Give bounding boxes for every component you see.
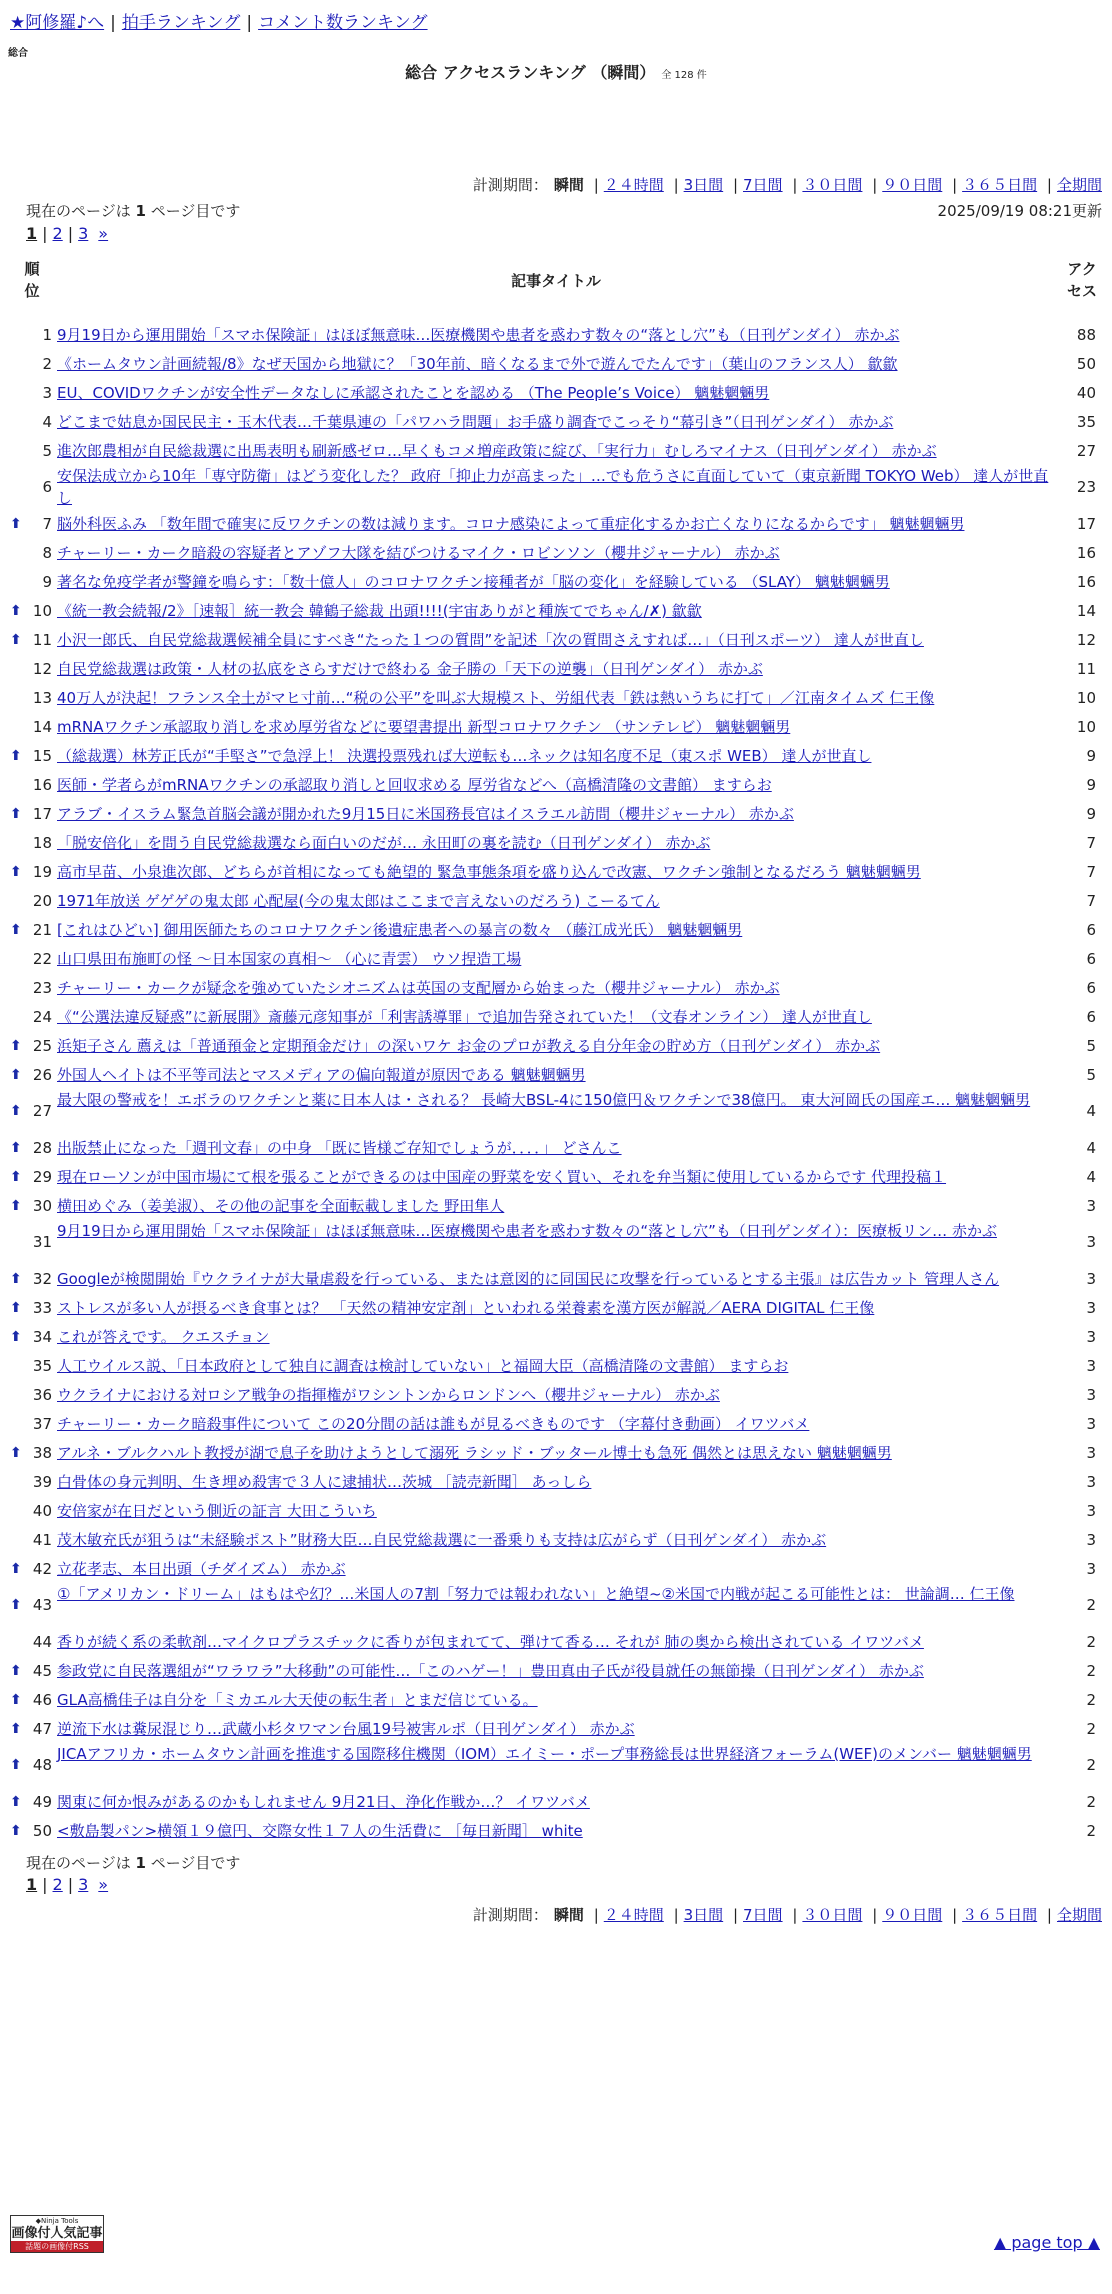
article-title-link[interactable]: 進次郎農相が自民総裁選に出馬表明も刷新感ゼロ…早くもコメ増産政策に綻び、「実行力」むしろマイナス（日刊ゲンダイ） 赤かぶ bbox=[57, 441, 937, 460]
access-count: 23 bbox=[1076, 478, 1096, 496]
up-arrow-icon: ⬆ bbox=[10, 1720, 22, 1737]
up-arrow-icon: ⬆ bbox=[10, 1066, 22, 1083]
article-title-link[interactable]: 山口県田布施町の怪 ～日本国家の真相～ （心に青雲） ウソ捏造工場 bbox=[57, 949, 522, 968]
period-link-all[interactable]: 全期間 bbox=[1056, 176, 1102, 194]
article-title-link[interactable]: 立花孝志、本日出頭（チダイズム） 赤かぶ bbox=[57, 1559, 346, 1578]
table-row bbox=[0, 1293, 1112, 1322]
access-count: 9 bbox=[1086, 804, 1096, 823]
article-title-link[interactable]: GLA高橋佳子は自分を「ミカエル大天使の転生者」とまだ信じている。 bbox=[57, 1690, 538, 1709]
table-row bbox=[0, 1002, 1112, 1031]
pager-top: 1 | 2 | 3 » bbox=[26, 224, 109, 243]
table-row bbox=[0, 1583, 1112, 1627]
access-count: 10 bbox=[1076, 717, 1096, 736]
article-title-link[interactable]: アラブ・イスラム緊急首脳会議が開かれた9月15日に米国務長官はイスラエル訪問（櫻井ジャーナル） 赤かぶ bbox=[57, 804, 794, 823]
rank-number: 42 bbox=[32, 1559, 52, 1578]
up-arrow-icon: ⬆ bbox=[10, 747, 22, 764]
rank-number: 38 bbox=[32, 1443, 52, 1462]
article-title-link[interactable]: 横田めぐみ（姜美淑）、その他の記事を全面転載しました 野田隼人 bbox=[57, 1196, 505, 1215]
table-row bbox=[0, 436, 1112, 465]
article-title-link[interactable]: これが答えです。 クエスチョン bbox=[57, 1327, 270, 1346]
access-count: 16 bbox=[1076, 543, 1096, 562]
rank-number: 14 bbox=[32, 717, 52, 736]
access-count: 3 bbox=[1086, 1298, 1096, 1317]
table-row bbox=[0, 857, 1112, 886]
article-title-link[interactable]: （総裁選）林芳正氏が“手堅さ”で急浮上！ 決選投票残れば大逆転も…ネックは知名度不足（東スポ WEB） 達人が世直し bbox=[57, 746, 872, 765]
table-row bbox=[0, 799, 1112, 828]
table-row bbox=[0, 378, 1112, 407]
period-link-24h[interactable]: ２４時間 bbox=[603, 176, 664, 194]
table-row bbox=[0, 1322, 1112, 1351]
rank-number: 22 bbox=[32, 949, 52, 968]
article-title-link[interactable]: 9月19日から運用開始「スマホ保険証」はほぼ無意味…医療機関や患者を惑わす数々の“落とし穴”も（日刊ゲンダイ）：医療板リン… 赤かぶ bbox=[57, 1222, 997, 1240]
up-arrow-icon: ⬆ bbox=[10, 1139, 22, 1156]
table-row bbox=[0, 1496, 1112, 1525]
table-row bbox=[0, 1060, 1112, 1089]
top-nav bbox=[10, 8, 428, 33]
period-selector-bottom: 計測期間： 瞬間 | ２４時間 | 3日間 | 7日間 | ３０日間 | ９０日間 | ３６５日間 | 全期間 bbox=[472, 1906, 1102, 1924]
access-count: 2 bbox=[1086, 1792, 1096, 1811]
access-count: 6 bbox=[1086, 949, 1096, 968]
up-arrow-icon: ⬆ bbox=[10, 1197, 22, 1214]
access-count: 6 bbox=[1086, 1007, 1096, 1026]
rank-number: 35 bbox=[32, 1356, 52, 1375]
rank-number: 20 bbox=[32, 891, 52, 910]
table-row bbox=[0, 1627, 1112, 1656]
article-title-link[interactable]: <敷島製パン>横領１９億円、交際女性１７人の生活費に ［毎日新聞］ white bbox=[57, 1821, 583, 1840]
pager-link-2[interactable]: 2 bbox=[52, 224, 63, 243]
article-title-link[interactable]: Googleが検閲開始『ウクライナが大量虐殺を行っている、または意図的に同国民に攻撃を行っているとする主張』は広告カット 管理人さん bbox=[57, 1269, 1000, 1288]
table-row bbox=[0, 349, 1112, 378]
article-title-link[interactable]: ①「アメリカン・ドリーム」はもはや幻？…米国人の7割「努力では報われない」と絶望~②米国で内戦が起こる可能性とは： 世論調… 仁王像 bbox=[57, 1585, 1015, 1603]
up-arrow-icon: ⬆ bbox=[10, 1299, 22, 1316]
access-count: 2 bbox=[1086, 1661, 1096, 1680]
pager-link-2[interactable]: 2 bbox=[52, 1875, 63, 1894]
table-row bbox=[0, 1031, 1112, 1060]
rank-number: 15 bbox=[32, 746, 52, 765]
article-title-link[interactable]: 「脱安倍化」を問う自民党総裁選なら面白いのだが… 永田町の裏を読む（日刊ゲンダイ） 赤かぶ bbox=[57, 833, 711, 852]
table-row bbox=[0, 683, 1112, 712]
table-row bbox=[0, 509, 1112, 538]
access-count: 7 bbox=[1086, 891, 1096, 910]
pager-link-3[interactable]: 3 bbox=[78, 224, 89, 243]
pager-next[interactable]: » bbox=[98, 1875, 109, 1894]
nav-separator: | bbox=[246, 13, 253, 33]
table-row bbox=[0, 1787, 1112, 1816]
access-count: 9 bbox=[1086, 746, 1096, 765]
table-row bbox=[0, 770, 1112, 799]
up-arrow-icon: ⬆ bbox=[10, 1270, 22, 1287]
article-title-link[interactable]: 自民党総裁選は政策・人材の払底をさらすだけで終わる 金子勝の「天下の逆襲」（日刊ゲンダイ） 赤かぶ bbox=[57, 659, 763, 678]
rank-number: 33 bbox=[32, 1298, 52, 1317]
article-title-link[interactable]: 安倍家が在日だという側近の証言 大田こういち bbox=[57, 1501, 377, 1520]
access-count: 6 bbox=[1086, 920, 1096, 939]
up-arrow-icon: ⬆ bbox=[10, 1757, 22, 1773]
rank-number: 7 bbox=[42, 514, 52, 533]
access-count: 4 bbox=[1086, 1102, 1096, 1120]
table-row bbox=[0, 1656, 1112, 1685]
article-title-link[interactable]: 1971年放送 ゲゲゲの鬼太郎 心配屋(今の鬼太郎はここまで言えないのだろう) こーるてん bbox=[57, 891, 660, 910]
rank-number: 31 bbox=[32, 1233, 52, 1251]
updated-timestamp: 2025/09/19 08:21更新 bbox=[937, 202, 1102, 220]
table-row bbox=[0, 1816, 1112, 1845]
rank-number: 26 bbox=[32, 1065, 52, 1084]
up-arrow-icon: ⬆ bbox=[10, 1103, 22, 1119]
period-label: 計測期間： bbox=[472, 1906, 548, 1924]
period-link-90d[interactable]: ９０日間 bbox=[882, 1906, 943, 1924]
article-title-link[interactable]: 《ホームタウン計画続報/8》なぜ天国から地獄に？「30年前、暗くなるまで外で遊んでたんです」（葉山のフランス人） 歙歙 bbox=[57, 354, 898, 373]
rank-number: 44 bbox=[32, 1632, 52, 1651]
table-row bbox=[0, 1409, 1112, 1438]
article-title-link[interactable]: 香りが続く系の柔軟剤…マイクロプラスチックに香りが包まれてて、弾けて香る… それが 肺の奥から検出されている イワツバメ bbox=[57, 1632, 924, 1651]
access-count: 16 bbox=[1076, 572, 1096, 591]
article-title-link[interactable]: 最大限の警戒を！エボラのワクチンと薬に日本人は・される？ 長崎大BSL-4に150億円＆ワクチンで38億円。 東大河岡氏の国産エ… 魑魅魍魎男 bbox=[57, 1091, 1031, 1109]
access-count: 4 bbox=[1086, 1167, 1096, 1186]
up-arrow-icon: ⬆ bbox=[10, 1168, 22, 1185]
rank-number: 13 bbox=[32, 688, 52, 707]
access-count: 35 bbox=[1076, 412, 1096, 431]
table-header bbox=[0, 258, 1112, 304]
period-label: 計測期間： bbox=[472, 176, 548, 194]
table-row bbox=[0, 1438, 1112, 1467]
pager-link-3[interactable]: 3 bbox=[78, 1875, 89, 1894]
access-count: 2 bbox=[1086, 1596, 1096, 1614]
article-title-link[interactable]: 人工ウイルス説、「日本政府として独自に調査は検討していない」と福岡大臣（高橋清隆の文書館） ますらお bbox=[57, 1356, 789, 1375]
access-count: 3 bbox=[1086, 1196, 1096, 1215]
article-title-link[interactable]: 小沢一郎氏、自民党総裁選候補全員にすべき“たった１つの質問”を記述「次の質問さえすれば…」（日刊スポーツ） 達人が世直し bbox=[57, 630, 924, 649]
access-count: 5 bbox=[1086, 1036, 1096, 1055]
table-row bbox=[0, 625, 1112, 654]
access-count: 11 bbox=[1076, 659, 1096, 678]
access-count: 4 bbox=[1086, 1138, 1096, 1157]
rank-number: 4 bbox=[42, 412, 52, 431]
table-row bbox=[0, 1220, 1112, 1264]
access-count: 5 bbox=[1086, 1065, 1096, 1084]
period-link-3d[interactable]: 3日間 bbox=[683, 176, 724, 194]
rank-number: 39 bbox=[32, 1472, 52, 1491]
period-link-all[interactable]: 全期間 bbox=[1056, 1906, 1102, 1924]
rank-number: 19 bbox=[32, 862, 52, 881]
nav-separator: | bbox=[110, 13, 116, 33]
table-row bbox=[0, 538, 1112, 567]
rank-number: 28 bbox=[32, 1138, 52, 1157]
rank-number: 23 bbox=[32, 978, 52, 997]
rank-number: 49 bbox=[32, 1792, 52, 1811]
article-title-link[interactable]: 逆流下水は糞尿混じり…武蔵小杉タワマン台風19号被害ルポ（日刊ゲンダイ） 赤かぶ bbox=[57, 1719, 635, 1738]
table-row bbox=[0, 973, 1112, 1002]
access-count: 3 bbox=[1086, 1472, 1096, 1491]
access-count: 2 bbox=[1086, 1821, 1096, 1840]
access-count: 3 bbox=[1086, 1233, 1096, 1251]
up-arrow-icon: ⬆ bbox=[10, 631, 22, 648]
article-title-link[interactable]: 現在ローソンが中国市場にて根を張ることができるのは中国産の野菜を安く買い、それを弁当類に使用しているからです 代理投稿１ bbox=[57, 1167, 947, 1186]
pager-next[interactable]: » bbox=[98, 224, 109, 243]
pager-bottom: 1 | 2 | 3 » bbox=[26, 1875, 109, 1894]
table-row bbox=[0, 712, 1112, 741]
rank-number: 18 bbox=[32, 833, 52, 852]
article-title-link[interactable]: 参政党に自民落選組が“ワラワラ”大移動”の可能性…「このハゲー！」豊田真由子氏が役員就任の無節操（日刊ゲンダイ） 赤かぶ bbox=[57, 1661, 924, 1680]
period-link-365d[interactable]: ３６５日間 bbox=[962, 1906, 1038, 1924]
nav-link-asyura[interactable]: ★阿修羅♪へ bbox=[10, 13, 105, 33]
period-current: 瞬間 bbox=[553, 176, 584, 194]
article-title-link[interactable]: 40万人が決起！フランス全土がマヒ寸前…“税の公平”を叫ぶ大規模スト、労組代表「鉄は熱いうちに打て」／江南タイムズ 仁王像 bbox=[57, 688, 935, 707]
period-current: 瞬間 bbox=[553, 1906, 584, 1924]
table-row bbox=[0, 465, 1112, 509]
access-count: 3 bbox=[1086, 1269, 1096, 1288]
table-row bbox=[0, 886, 1112, 915]
rank-number: 37 bbox=[32, 1414, 52, 1433]
article-title-link[interactable]: ウクライナにおける対ロシア戦争の指揮権がワシントンからロンドンへ（櫻井ジャーナル） 赤かぶ bbox=[57, 1385, 720, 1404]
period-link-24h[interactable]: ２４時間 bbox=[603, 1906, 664, 1924]
article-title-link[interactable]: チャーリー・カーク暗殺事件について この20分間の話は誰もが見るべきものです （字幕付き動画） イワツバメ bbox=[57, 1414, 810, 1433]
article-title-link[interactable]: 茂木敏充氏が狙うは“未経験ポスト”財務大臣…自民党総裁選に一番乗りも支持は広がらず（日刊ゲンダイ） 赤かぶ bbox=[57, 1530, 827, 1549]
table-row bbox=[0, 596, 1112, 625]
ninja-tools-logo[interactable]: ◆Ninja Tools 画像付人気記事 話題の画像付RSS bbox=[11, 2217, 103, 2251]
rank-number: 47 bbox=[32, 1719, 52, 1738]
article-title-link[interactable]: 白骨体の身元判明、生き埋め殺害で３人に逮捕状…茨城 ［読売新聞］ あっしら bbox=[57, 1472, 592, 1491]
table-row bbox=[0, 741, 1112, 770]
page-title-block bbox=[0, 60, 1112, 83]
article-title-link[interactable]: どこまで姑息か国民民主・玉木代表…千葉県連の「パワハラ問題」お手盛り調査でこっそり“幕引き”（日刊ゲンダイ） 赤かぶ bbox=[57, 412, 894, 431]
rank-number: 30 bbox=[32, 1196, 52, 1215]
section-label: 総合 bbox=[8, 48, 28, 59]
access-count: 12 bbox=[1076, 630, 1096, 649]
table-row bbox=[0, 915, 1112, 944]
rank-number: 5 bbox=[42, 441, 52, 460]
up-arrow-icon: ⬆ bbox=[10, 805, 22, 822]
period-link-7d[interactable]: 7日間 bbox=[743, 176, 783, 194]
article-title-link[interactable]: 脳外科医ふみ 「数年間で確実に反ワクチンの数は減ります。コロナ感染によって重症化するかお亡くなりになるからです」 魑魅魍魎男 bbox=[57, 514, 965, 533]
rank-number: 29 bbox=[32, 1167, 52, 1186]
article-title-link[interactable]: 《統一教会続報/2》［速報］統一教会 韓鶴子総裁 出頭!!!!(宇宙ありがと種族てでちゃん/✗) 歙歙 bbox=[57, 601, 702, 620]
header-access: アクセス bbox=[1066, 260, 1097, 300]
period-selector-top: 計測期間： 瞬間 | ２４時間 | 3日間 | 7日間 | ３０日間 | ９０日間 | ３６５日間 | 全期間 bbox=[472, 176, 1102, 194]
up-arrow-icon: ⬆ bbox=[10, 863, 22, 880]
pager-current: 1 bbox=[26, 224, 38, 243]
rank-number: 17 bbox=[32, 804, 52, 823]
rank-number: 36 bbox=[32, 1385, 52, 1404]
rank-number: 32 bbox=[32, 1269, 52, 1288]
access-count: 3 bbox=[1086, 1356, 1096, 1375]
article-title-link[interactable]: EU、COVIDワクチンが安全性データなしに承認されたことを認める （The People’s Voice） 魑魅魍魎男 bbox=[57, 383, 770, 402]
period-link-7d[interactable]: 7日間 bbox=[743, 1906, 783, 1924]
access-count: 3 bbox=[1086, 1385, 1096, 1404]
header-title: 記事タイトル bbox=[511, 272, 601, 290]
table-row bbox=[0, 944, 1112, 973]
table-row bbox=[0, 1162, 1112, 1191]
up-arrow-icon: ⬆ bbox=[10, 1691, 22, 1708]
rank-number: 25 bbox=[32, 1036, 52, 1055]
access-count: 14 bbox=[1076, 601, 1096, 620]
article-title-link[interactable]: 安保法成立から10年「専守防衛」はどう変化した？ 政府「抑止力が高まった」…でも危うさに直面していて（東京新聞 TOKYO Web） 達人が世直し bbox=[57, 467, 1049, 507]
table-row bbox=[0, 1685, 1112, 1714]
article-title-link[interactable]: 高市早苗、小泉進次郎、どちらが首相になっても絶望的 緊急事態条項を盛り込んで改憲、ワクチン強制となるだろう 魑魅魍魎男 bbox=[57, 862, 921, 881]
table-row bbox=[0, 828, 1112, 857]
up-arrow-icon: ⬆ bbox=[10, 515, 22, 532]
access-count: 2 bbox=[1086, 1690, 1096, 1709]
access-count: 3 bbox=[1086, 1443, 1096, 1462]
rank-number: 45 bbox=[32, 1661, 52, 1680]
table-row bbox=[0, 1714, 1112, 1743]
access-count: 7 bbox=[1086, 833, 1096, 852]
article-title-link[interactable]: アルネ・ブルクハルト教授が湖で息子を助けようとして溺死 ラシッド・ブッタール博士も急死 偶然とは思えない 魑魅魍魎男 bbox=[57, 1443, 892, 1462]
up-arrow-icon: ⬆ bbox=[10, 1037, 22, 1054]
access-count: 50 bbox=[1076, 354, 1096, 373]
access-count: 7 bbox=[1086, 862, 1096, 881]
rank-number: 21 bbox=[32, 920, 52, 939]
access-count: 3 bbox=[1086, 1559, 1096, 1578]
rank-number: 1 bbox=[42, 325, 52, 344]
rank-number: 16 bbox=[32, 775, 52, 794]
access-count: 10 bbox=[1076, 688, 1096, 707]
rank-number: 3 bbox=[42, 383, 52, 402]
article-title-link[interactable]: 9月19日から運用開始「スマホ保険証」はほぼ無意味…医療機関や患者を惑わす数々の“落とし穴”も（日刊ゲンダイ） 赤かぶ bbox=[57, 325, 900, 344]
rank-number: 24 bbox=[32, 1007, 52, 1026]
up-arrow-icon: ⬆ bbox=[10, 1560, 22, 1577]
period-link-90d[interactable]: ９０日間 bbox=[882, 176, 943, 194]
up-arrow-icon: ⬆ bbox=[10, 602, 22, 619]
up-arrow-icon: ⬆ bbox=[10, 1597, 22, 1613]
rank-number: 10 bbox=[32, 601, 52, 620]
period-link-3d[interactable]: 3日間 bbox=[683, 1906, 724, 1924]
access-count: 3 bbox=[1086, 1501, 1096, 1520]
table-row bbox=[0, 1351, 1112, 1380]
article-title-link[interactable]: 著名な免疫学者が警鐘を鳴らす：「数十億人」のコロナワクチン接種者が「脳の変化」を経験している （SLAY） 魑魅魍魎男 bbox=[57, 572, 890, 591]
rank-number: 43 bbox=[32, 1596, 52, 1614]
up-arrow-icon: ⬆ bbox=[10, 921, 22, 938]
table-row bbox=[0, 1380, 1112, 1409]
rank-number: 27 bbox=[32, 1102, 52, 1120]
rank-number: 48 bbox=[32, 1756, 52, 1774]
period-link-30d[interactable]: ３０日間 bbox=[802, 1906, 863, 1924]
article-title-link[interactable]: 《“公選法違反疑惑”に新展開》斎藤元彦知事が「利害誘導罪」で追加告発されていた！（文春オンライン） 達人が世直し bbox=[57, 1007, 872, 1026]
page-info-bottom: 現在のページは 1 ページ目です bbox=[26, 1854, 241, 1872]
header-rank: 順位 bbox=[24, 260, 40, 300]
rank-number: 41 bbox=[32, 1530, 52, 1549]
period-link-30d[interactable]: ３０日間 bbox=[802, 176, 863, 194]
table-row bbox=[0, 654, 1112, 683]
up-arrow-icon: ⬆ bbox=[10, 1662, 22, 1679]
pager-current: 1 bbox=[26, 1875, 38, 1894]
table-row bbox=[0, 567, 1112, 596]
table-row bbox=[0, 320, 1112, 349]
access-count: 9 bbox=[1086, 775, 1096, 794]
table-row bbox=[0, 1191, 1112, 1220]
access-count: 2 bbox=[1086, 1756, 1096, 1774]
up-arrow-icon: ⬆ bbox=[10, 1822, 22, 1839]
table-row bbox=[0, 1743, 1112, 1787]
article-title-link[interactable]: JICAアフリカ・ホームタウン計画を推進する国際移住機関（IOM）エイミー・ポープ事務総長は世界経済フォーラム(WEF)のメンバー 魑魅魍魎男 bbox=[57, 1745, 1032, 1763]
article-title-link[interactable]: 関東に何か恨みがあるのかもしれません 9月21日、浄化作戦か…？ イワツバメ bbox=[57, 1792, 590, 1811]
nav-link-clap-ranking[interactable]: 拍手ランキング bbox=[121, 13, 241, 33]
period-link-365d[interactable]: ３６５日間 bbox=[962, 176, 1038, 194]
table-row bbox=[0, 1554, 1112, 1583]
table-row bbox=[0, 1467, 1112, 1496]
rank-number: 12 bbox=[32, 659, 52, 678]
page-info-top: 現在のページは 1 ページ目です bbox=[26, 202, 241, 220]
article-title-link[interactable]: 出版禁止になった「週刊文春」の中身 「既に皆様ご存知でしょうが．．．．」 どさんこ bbox=[57, 1138, 622, 1157]
rank-number: 46 bbox=[32, 1690, 52, 1709]
rank-number: 2 bbox=[42, 354, 52, 373]
up-arrow-icon: ⬆ bbox=[10, 1328, 22, 1345]
rank-number: 40 bbox=[32, 1501, 52, 1520]
page-title: 総合 アクセスランキング （瞬間） bbox=[405, 63, 656, 82]
rank-number: 9 bbox=[42, 572, 52, 591]
access-count: 2 bbox=[1086, 1719, 1096, 1738]
table-row bbox=[0, 1089, 1112, 1133]
access-count: 88 bbox=[1076, 325, 1096, 344]
article-title-link[interactable]: mRNAワクチン承認取り消しを求め厚労省などに要望書提出 新型コロナワクチン （サンテレビ） 魑魅魍魎男 bbox=[57, 717, 791, 736]
table-row bbox=[0, 1264, 1112, 1293]
table-row bbox=[0, 1133, 1112, 1162]
article-title-link[interactable]: ストレスが多い人が摂るべき食事とは？ 「天然の精神安定剤」といわれる栄養素を漢方医が解説／AERA DIGITAL 仁王像 bbox=[57, 1298, 875, 1317]
rank-number: 8 bbox=[42, 543, 52, 562]
access-count: 2 bbox=[1086, 1632, 1096, 1651]
access-count: 17 bbox=[1076, 514, 1096, 533]
page-top-link[interactable]: ▲ page top ▲ bbox=[993, 2233, 1100, 2252]
table-row bbox=[0, 407, 1112, 436]
up-arrow-icon: ⬆ bbox=[10, 1793, 22, 1810]
access-count: 3 bbox=[1086, 1414, 1096, 1433]
table-row bbox=[0, 1525, 1112, 1554]
access-count: 27 bbox=[1076, 441, 1096, 460]
article-title-link[interactable]: 浜矩子さん 薦えは「普通預金と定期預金だけ」の深いワケ お金のプロが教える自分年金の貯め方（日刊ゲンダイ） 赤かぶ bbox=[57, 1036, 881, 1055]
nav-link-comment-ranking[interactable]: コメント数ランキング bbox=[258, 13, 428, 33]
access-count: 3 bbox=[1086, 1327, 1096, 1346]
article-title-link[interactable]: 外国人ヘイトは不平等司法とマスメディアの偏向報道が原因である 魑魅魍魎男 bbox=[57, 1065, 586, 1084]
rank-number: 6 bbox=[42, 478, 52, 496]
rank-number: 11 bbox=[32, 630, 52, 649]
article-title-link[interactable]: 医師・学者らがmRNAワクチンの承認取り消しと回収求める 厚労省などへ（高橋清隆の文書館） ますらお bbox=[57, 775, 772, 794]
access-count: 40 bbox=[1076, 383, 1096, 402]
total-count: 全 128 件 bbox=[661, 70, 707, 81]
article-title-link[interactable]: [これはひどい] 御用医師たちのコロナワクチン後遺症患者への暴言の数々 （藤江成光氏） 魑魅魍魎男 bbox=[57, 920, 743, 939]
rank-number: 34 bbox=[32, 1327, 52, 1346]
access-count: 3 bbox=[1086, 1530, 1096, 1549]
up-arrow-icon: ⬆ bbox=[10, 1444, 22, 1461]
article-title-link[interactable]: チャーリー・カーク暗殺の容疑者とアゾフ大隊を結びつけるマイク・ロビンソン（櫻井ジャーナル） 赤かぶ bbox=[57, 543, 780, 562]
rank-number: 50 bbox=[32, 1821, 52, 1840]
article-title-link[interactable]: チャーリー・カークが疑念を強めていたシオニズムは英国の支配層から始まった（櫻井ジャーナル） 赤かぶ bbox=[57, 978, 780, 997]
access-count: 6 bbox=[1086, 978, 1096, 997]
